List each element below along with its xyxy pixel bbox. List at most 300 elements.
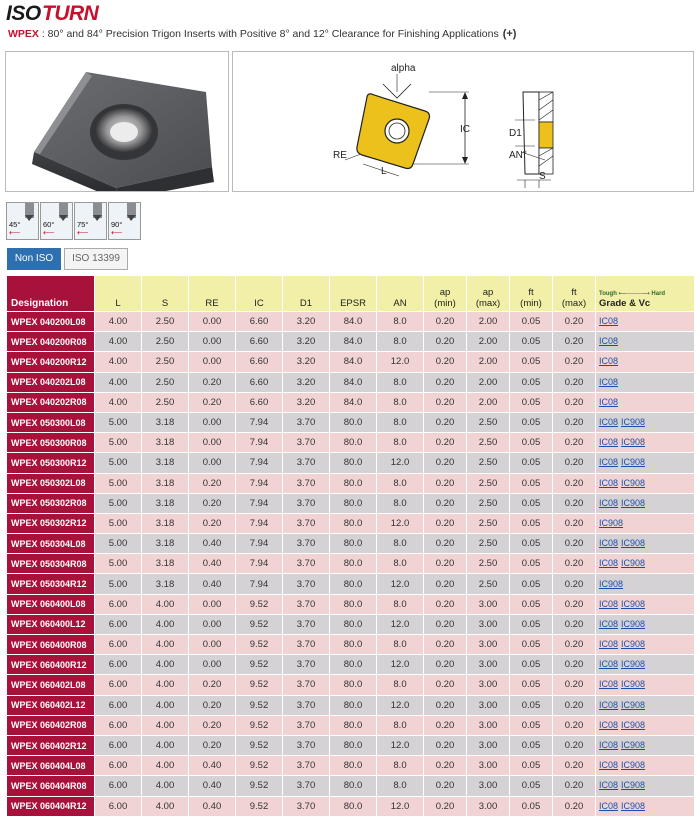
cell-value: 0.20 bbox=[424, 473, 467, 493]
cell-designation: WPEX 050302R12 bbox=[7, 513, 95, 533]
cell-value: 2.50 bbox=[467, 473, 510, 493]
cell-value: 0.20 bbox=[424, 614, 467, 634]
cell-value: 80.0 bbox=[330, 776, 377, 796]
cell-value: 6.00 bbox=[95, 756, 142, 776]
cell-value: 3.18 bbox=[142, 513, 189, 533]
cell-value: 80.0 bbox=[330, 756, 377, 776]
drawing-label-ic: IC bbox=[460, 124, 470, 135]
cell-value: 0.05 bbox=[510, 554, 553, 574]
cell-value: 4.00 bbox=[95, 352, 142, 372]
cell-value: 0.05 bbox=[510, 614, 553, 634]
cell-value: 0.20 bbox=[553, 352, 596, 372]
cell-value: 3.70 bbox=[283, 493, 330, 513]
cell-value: 6.00 bbox=[95, 614, 142, 634]
cell-value: 2.50 bbox=[142, 392, 189, 412]
approach-angle-label: 60° bbox=[43, 220, 55, 229]
cell-value: 0.05 bbox=[510, 513, 553, 533]
cell-value: 5.00 bbox=[95, 453, 142, 473]
cell-value: 2.50 bbox=[142, 312, 189, 332]
grade-link[interactable]: IC08 bbox=[599, 477, 619, 488]
cell-value: 80.0 bbox=[330, 453, 377, 473]
cell-grades bbox=[596, 594, 695, 614]
grade-link[interactable]: IC08 bbox=[599, 659, 619, 670]
insert-photo bbox=[5, 51, 229, 192]
grade-link[interactable]: IC908 bbox=[621, 760, 646, 771]
cell-value: 0.20 bbox=[189, 392, 236, 412]
cell-value: 6.60 bbox=[236, 372, 283, 392]
cell-value: 0.00 bbox=[189, 352, 236, 372]
cell-value: 0.05 bbox=[510, 715, 553, 735]
cell-value: 0.00 bbox=[189, 453, 236, 473]
grade-link[interactable]: IC908 bbox=[621, 437, 646, 448]
cell-designation: WPEX 040200R12 bbox=[7, 352, 95, 372]
cell-value: 7.94 bbox=[236, 534, 283, 554]
cell-value: 0.05 bbox=[510, 473, 553, 493]
table-row bbox=[7, 534, 695, 554]
cell-value: 8.0 bbox=[377, 332, 424, 352]
cell-value: 0.20 bbox=[424, 554, 467, 574]
tab-non-iso[interactable]: Non ISO bbox=[7, 248, 61, 270]
cell-designation: WPEX 060402L08 bbox=[7, 675, 95, 695]
cell-grades bbox=[596, 756, 695, 776]
cell-designation: WPEX 050300R08 bbox=[7, 433, 95, 453]
cell-grades bbox=[596, 493, 695, 513]
cell-value: 3.00 bbox=[467, 655, 510, 675]
grade-link[interactable]: IC908 bbox=[599, 517, 624, 528]
cell-value: 80.0 bbox=[330, 715, 377, 735]
grade-link[interactable]: IC08 bbox=[599, 639, 619, 650]
toolholder-icon bbox=[7, 203, 38, 221]
approach-angle-thumb[interactable] bbox=[108, 202, 141, 240]
cell-value: 0.05 bbox=[510, 312, 553, 332]
cell-value: 9.52 bbox=[236, 695, 283, 715]
grade-link[interactable]: IC08 bbox=[599, 558, 619, 569]
cell-value: 80.0 bbox=[330, 412, 377, 432]
cell-value: 0.20 bbox=[553, 594, 596, 614]
table-row bbox=[7, 635, 695, 655]
approach-angle-label: 90° bbox=[111, 220, 123, 229]
cell-value: 0.20 bbox=[553, 574, 596, 594]
cell-grades bbox=[596, 392, 695, 412]
cell-designation: WPEX 050304R12 bbox=[7, 574, 95, 594]
cell-value: 12.0 bbox=[377, 655, 424, 675]
grade-link[interactable]: IC08 bbox=[599, 437, 619, 448]
feed-arrow-icon: ⟵ bbox=[43, 228, 55, 237]
cell-value: 3.70 bbox=[283, 695, 330, 715]
tab-iso-13399[interactable]: ISO 13399 bbox=[64, 248, 128, 270]
table-row bbox=[7, 614, 695, 634]
cell-value: 80.0 bbox=[330, 695, 377, 715]
table-row bbox=[7, 776, 695, 796]
cell-value: 4.00 bbox=[142, 796, 189, 816]
cell-value: 0.05 bbox=[510, 493, 553, 513]
cell-value: 5.00 bbox=[95, 534, 142, 554]
cell-value: 7.94 bbox=[236, 554, 283, 574]
cell-value: 0.00 bbox=[189, 332, 236, 352]
cell-value: 8.0 bbox=[377, 312, 424, 332]
cell-value: 3.70 bbox=[283, 473, 330, 493]
cell-value: 7.94 bbox=[236, 574, 283, 594]
grade-link[interactable]: IC908 bbox=[621, 497, 646, 508]
cell-value: 3.70 bbox=[283, 433, 330, 453]
cell-value: 0.40 bbox=[189, 796, 236, 816]
cell-value: 0.05 bbox=[510, 352, 553, 372]
grade-link[interactable]: IC908 bbox=[621, 679, 646, 690]
cell-value: 0.20 bbox=[553, 776, 596, 796]
cell-value: 3.18 bbox=[142, 534, 189, 554]
cell-value: 0.05 bbox=[510, 655, 553, 675]
cell-value: 12.0 bbox=[377, 735, 424, 755]
cell-value: 80.0 bbox=[330, 735, 377, 755]
grade-link[interactable]: IC08 bbox=[599, 800, 619, 811]
cell-value: 4.00 bbox=[142, 635, 189, 655]
cell-value: 0.05 bbox=[510, 574, 553, 594]
cell-value: 3.18 bbox=[142, 574, 189, 594]
cell-value: 0.20 bbox=[553, 655, 596, 675]
cell-grades bbox=[596, 695, 695, 715]
cell-value: 3.00 bbox=[467, 735, 510, 755]
grade-link[interactable]: IC08 bbox=[599, 760, 619, 771]
col-header-ic: IC bbox=[236, 276, 283, 312]
cell-value: 3.00 bbox=[467, 715, 510, 735]
cell-grades bbox=[596, 715, 695, 735]
cell-value: 3.70 bbox=[283, 715, 330, 735]
cell-value: 0.05 bbox=[510, 776, 553, 796]
table-row bbox=[7, 372, 695, 392]
cell-value: 0.20 bbox=[553, 513, 596, 533]
cell-designation: WPEX 060402R12 bbox=[7, 735, 95, 755]
cell-value: 2.50 bbox=[467, 453, 510, 473]
cell-value: 0.20 bbox=[189, 513, 236, 533]
cell-value: 12.0 bbox=[377, 614, 424, 634]
cell-value: 0.20 bbox=[424, 735, 467, 755]
cell-value: 6.00 bbox=[95, 695, 142, 715]
cell-value: 0.20 bbox=[424, 453, 467, 473]
cell-value: 3.00 bbox=[467, 695, 510, 715]
cell-value: 5.00 bbox=[95, 574, 142, 594]
cell-value: 80.0 bbox=[330, 635, 377, 655]
table-row bbox=[7, 352, 695, 372]
cell-value: 3.70 bbox=[283, 614, 330, 634]
grade-link[interactable]: IC908 bbox=[621, 699, 646, 710]
grade-link[interactable]: IC908 bbox=[621, 780, 646, 791]
cell-grades bbox=[596, 473, 695, 493]
cell-value: 9.52 bbox=[236, 756, 283, 776]
cell-value: 6.00 bbox=[95, 715, 142, 735]
cell-value: 2.50 bbox=[467, 433, 510, 453]
grade-link[interactable]: IC908 bbox=[599, 578, 624, 589]
grade-link[interactable]: IC08 bbox=[599, 740, 619, 751]
technical-drawing bbox=[233, 52, 693, 191]
grade-link[interactable]: IC08 bbox=[599, 396, 619, 407]
cell-value: 0.20 bbox=[424, 372, 467, 392]
grade-link[interactable]: IC908 bbox=[621, 598, 646, 609]
cell-value: 0.05 bbox=[510, 594, 553, 614]
cell-value: 0.20 bbox=[553, 412, 596, 432]
table-row bbox=[7, 796, 695, 816]
grade-link[interactable]: IC08 bbox=[599, 699, 619, 710]
grade-link[interactable]: IC08 bbox=[599, 618, 619, 629]
cell-value: 0.20 bbox=[424, 756, 467, 776]
cell-value: 0.20 bbox=[424, 312, 467, 332]
cell-value: 9.52 bbox=[236, 655, 283, 675]
cell-value: 0.20 bbox=[424, 776, 467, 796]
cell-value: 6.00 bbox=[95, 776, 142, 796]
cell-value: 6.00 bbox=[95, 675, 142, 695]
cell-value: 3.18 bbox=[142, 433, 189, 453]
table-row bbox=[7, 695, 695, 715]
cell-designation: WPEX 050304R08 bbox=[7, 554, 95, 574]
cell-value: 0.00 bbox=[189, 655, 236, 675]
cell-value: 4.00 bbox=[95, 392, 142, 412]
drawing-label-an: AN° bbox=[509, 150, 527, 161]
cell-value: 0.20 bbox=[189, 695, 236, 715]
cell-value: 4.00 bbox=[95, 372, 142, 392]
grade-link[interactable]: IC08 bbox=[599, 417, 619, 428]
cell-value: 9.52 bbox=[236, 675, 283, 695]
cell-value: 0.20 bbox=[553, 392, 596, 412]
insert-drawing bbox=[232, 51, 694, 192]
cell-value: 0.05 bbox=[510, 635, 553, 655]
cell-designation: WPEX 040202L08 bbox=[7, 372, 95, 392]
expand-toggle[interactable]: (+) bbox=[502, 28, 517, 40]
cell-value: 9.52 bbox=[236, 614, 283, 634]
table-row bbox=[7, 554, 695, 574]
insert-table bbox=[6, 275, 695, 817]
col-header-an: AN bbox=[377, 276, 424, 312]
hard-label: Hard bbox=[651, 291, 666, 297]
cell-value: 3.70 bbox=[283, 594, 330, 614]
cell-value: 0.00 bbox=[189, 412, 236, 432]
cell-value: 0.20 bbox=[189, 372, 236, 392]
brand-turn: TURN bbox=[42, 2, 99, 25]
cell-value: 2.50 bbox=[467, 554, 510, 574]
grade-link[interactable]: IC908 bbox=[621, 457, 646, 468]
col-header-ft-min: ft (min) bbox=[510, 276, 553, 312]
table-body bbox=[7, 312, 695, 817]
cell-value: 8.0 bbox=[377, 392, 424, 412]
cell-value: 0.20 bbox=[424, 534, 467, 554]
cell-value: 0.40 bbox=[189, 756, 236, 776]
grade-link[interactable]: IC908 bbox=[621, 639, 646, 650]
cell-value: 6.00 bbox=[95, 594, 142, 614]
cell-value: 0.20 bbox=[553, 453, 596, 473]
cell-value: 0.00 bbox=[189, 614, 236, 634]
cell-value: 3.00 bbox=[467, 796, 510, 816]
table-row bbox=[7, 594, 695, 614]
cell-value: 0.20 bbox=[553, 635, 596, 655]
grade-vc-label: Grade & Vc bbox=[599, 298, 651, 309]
approach-angle-thumb[interactable] bbox=[74, 202, 107, 240]
cell-value: 0.20 bbox=[553, 695, 596, 715]
page-subtitle bbox=[8, 28, 516, 40]
cell-grades bbox=[596, 453, 695, 473]
cell-value: 3.18 bbox=[142, 412, 189, 432]
grade-link[interactable]: IC08 bbox=[599, 457, 619, 468]
cell-value: 0.05 bbox=[510, 796, 553, 816]
grade-link[interactable]: IC08 bbox=[599, 376, 619, 387]
cell-value: 8.0 bbox=[377, 776, 424, 796]
cell-value: 12.0 bbox=[377, 352, 424, 372]
table-row bbox=[7, 675, 695, 695]
cell-designation: WPEX 060404R08 bbox=[7, 776, 95, 796]
cell-value: 0.20 bbox=[424, 332, 467, 352]
cell-grades bbox=[596, 796, 695, 816]
cell-value: 6.60 bbox=[236, 392, 283, 412]
cell-grades bbox=[596, 332, 695, 352]
cell-value: 0.05 bbox=[510, 453, 553, 473]
tough-hard-scale: Tough ⟵-------⟶ Hard bbox=[599, 291, 666, 297]
table-header-row bbox=[7, 276, 695, 312]
cell-value: 4.00 bbox=[142, 715, 189, 735]
cell-value: 0.20 bbox=[424, 513, 467, 533]
grade-link[interactable]: IC08 bbox=[599, 316, 619, 327]
cell-value: 3.70 bbox=[283, 412, 330, 432]
cell-value: 80.0 bbox=[330, 594, 377, 614]
toolholder-icon bbox=[41, 203, 72, 221]
grade-link[interactable]: IC08 bbox=[599, 679, 619, 690]
cell-value: 0.20 bbox=[424, 715, 467, 735]
cell-value: 3.20 bbox=[283, 392, 330, 412]
cell-value: 0.05 bbox=[510, 735, 553, 755]
col-header-re: RE bbox=[189, 276, 236, 312]
grade-link[interactable]: IC908 bbox=[621, 417, 646, 428]
cell-value: 5.00 bbox=[95, 412, 142, 432]
cell-grades bbox=[596, 412, 695, 432]
grade-link[interactable]: IC908 bbox=[621, 800, 646, 811]
cell-designation: WPEX 040202R08 bbox=[7, 392, 95, 412]
cell-value: 8.0 bbox=[377, 473, 424, 493]
col-header-designation: Designation bbox=[7, 276, 95, 312]
table-row bbox=[7, 735, 695, 755]
table-row bbox=[7, 574, 695, 594]
cell-value: 80.0 bbox=[330, 473, 377, 493]
cell-value: 6.00 bbox=[95, 735, 142, 755]
cell-value: 0.20 bbox=[189, 473, 236, 493]
cell-value: 9.52 bbox=[236, 635, 283, 655]
drawing-label-s: S bbox=[539, 171, 546, 182]
cell-value: 84.0 bbox=[330, 352, 377, 372]
feed-arrow-icon: ⟵ bbox=[77, 228, 89, 237]
cell-designation: WPEX 050302R08 bbox=[7, 493, 95, 513]
cell-value: 3.70 bbox=[283, 513, 330, 533]
cell-value: 2.50 bbox=[142, 372, 189, 392]
cell-value: 0.00 bbox=[189, 635, 236, 655]
cell-value: 80.0 bbox=[330, 796, 377, 816]
cell-value: 80.0 bbox=[330, 534, 377, 554]
brand-iso: ISO bbox=[6, 2, 41, 25]
cell-designation: WPEX 060402L12 bbox=[7, 695, 95, 715]
cell-value: 12.0 bbox=[377, 513, 424, 533]
cell-value: 84.0 bbox=[330, 332, 377, 352]
grade-link[interactable]: IC908 bbox=[621, 659, 646, 670]
drawing-label-l: L bbox=[381, 166, 387, 177]
cell-designation: WPEX 060400L08 bbox=[7, 594, 95, 614]
grade-link[interactable]: IC908 bbox=[621, 740, 646, 751]
cell-value: 3.20 bbox=[283, 332, 330, 352]
cell-value: 0.20 bbox=[424, 635, 467, 655]
cell-designation: WPEX 060400R08 bbox=[7, 635, 95, 655]
cell-grades bbox=[596, 635, 695, 655]
grade-link[interactable]: IC08 bbox=[599, 336, 619, 347]
grade-link[interactable]: IC08 bbox=[599, 538, 619, 549]
grade-link[interactable]: IC08 bbox=[599, 497, 619, 508]
drawing-label-alpha: alpha bbox=[391, 63, 416, 74]
cell-value: 3.00 bbox=[467, 756, 510, 776]
cell-grades bbox=[596, 675, 695, 695]
cell-value: 5.00 bbox=[95, 513, 142, 533]
cell-value: 0.20 bbox=[553, 796, 596, 816]
cell-value: 0.00 bbox=[189, 312, 236, 332]
cell-value: 0.00 bbox=[189, 594, 236, 614]
cell-value: 4.00 bbox=[142, 695, 189, 715]
grade-link[interactable]: IC908 bbox=[621, 719, 646, 730]
cell-value: 4.00 bbox=[142, 675, 189, 695]
cell-value: 3.20 bbox=[283, 352, 330, 372]
cell-value: 0.20 bbox=[553, 534, 596, 554]
cell-value: 4.00 bbox=[142, 756, 189, 776]
grade-link[interactable]: IC08 bbox=[599, 719, 619, 730]
cell-value: 84.0 bbox=[330, 392, 377, 412]
grade-link[interactable]: IC908 bbox=[621, 477, 646, 488]
cell-value: 3.70 bbox=[283, 574, 330, 594]
approach-angle-thumb[interactable] bbox=[6, 202, 39, 240]
cell-value: 8.0 bbox=[377, 675, 424, 695]
cell-value: 7.94 bbox=[236, 453, 283, 473]
cell-value: 0.20 bbox=[189, 715, 236, 735]
cell-value: 2.00 bbox=[467, 352, 510, 372]
cell-grades bbox=[596, 574, 695, 594]
cell-value: 80.0 bbox=[330, 675, 377, 695]
toolholder-icon bbox=[75, 203, 106, 221]
cell-value: 3.00 bbox=[467, 594, 510, 614]
cell-value: 0.05 bbox=[510, 695, 553, 715]
grade-link[interactable]: IC908 bbox=[621, 618, 646, 629]
cell-value: 8.0 bbox=[377, 433, 424, 453]
cell-value: 5.00 bbox=[95, 493, 142, 513]
cell-designation: WPEX 050302L08 bbox=[7, 473, 95, 493]
cell-value: 0.05 bbox=[510, 433, 553, 453]
grade-link[interactable]: IC908 bbox=[621, 558, 646, 569]
cell-value: 3.00 bbox=[467, 635, 510, 655]
cell-value: 3.18 bbox=[142, 493, 189, 513]
grade-link[interactable]: IC908 bbox=[621, 538, 646, 549]
grade-link[interactable]: IC08 bbox=[599, 356, 619, 367]
cell-value: 12.0 bbox=[377, 695, 424, 715]
cell-value: 0.20 bbox=[424, 433, 467, 453]
col-header-ap-min: ap (min) bbox=[424, 276, 467, 312]
cell-value: 0.05 bbox=[510, 372, 553, 392]
cell-value: 0.20 bbox=[424, 655, 467, 675]
cell-value: 3.70 bbox=[283, 453, 330, 473]
grade-link[interactable]: IC08 bbox=[599, 598, 619, 609]
cell-designation: WPEX 060400R12 bbox=[7, 655, 95, 675]
approach-angle-thumb[interactable] bbox=[40, 202, 73, 240]
grade-link[interactable]: IC08 bbox=[599, 780, 619, 791]
cell-grades bbox=[596, 735, 695, 755]
cell-value: 0.20 bbox=[424, 493, 467, 513]
cell-grades bbox=[596, 614, 695, 634]
cell-value: 0.20 bbox=[553, 312, 596, 332]
table-row bbox=[7, 473, 695, 493]
cell-designation: WPEX 040200L08 bbox=[7, 312, 95, 332]
cell-value: 5.00 bbox=[95, 554, 142, 574]
cell-value: 3.70 bbox=[283, 655, 330, 675]
cell-value: 7.94 bbox=[236, 493, 283, 513]
subtitle-code: WPEX bbox=[8, 28, 39, 40]
cell-value: 0.20 bbox=[553, 756, 596, 776]
cell-value: 7.94 bbox=[236, 412, 283, 432]
